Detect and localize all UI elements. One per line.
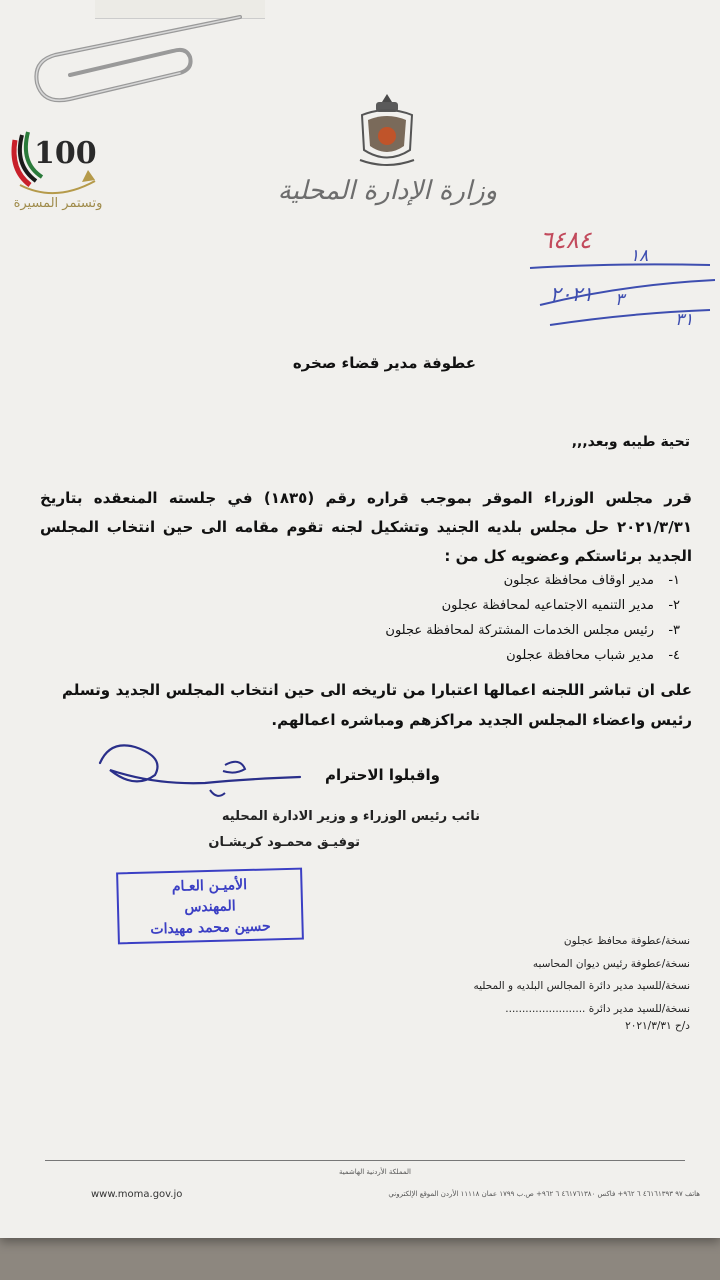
list-item: ١-مدير اوقاف محافظة عجلون	[503, 573, 680, 588]
stamp-line-1: الأميـن العـام	[171, 877, 248, 895]
addressee: عطوفة مدير قضاء صخره	[292, 354, 476, 372]
footer-website-link[interactable]: www.moma.gov.jo	[91, 1189, 183, 1200]
footer-divider	[45, 1160, 685, 1161]
signer-title: نائب رئيس الوزراء و وزير الادارة المحليه	[221, 809, 480, 824]
list-item: ٣-رئيس مجلس الخدمات المشتركة لمحافظة عجلون	[385, 623, 680, 638]
list-item: نسخة/للسيد مدير دائرة المجالس البلديه و المحليه	[473, 980, 690, 992]
coat-of-arms-icon	[352, 90, 422, 170]
committee-members-list	[250, 568, 680, 668]
signer-name: توفيـق محمـود كريشـان	[208, 835, 360, 850]
list-item: نسخة/عطوفة رئيس ديوان المحاسبه	[532, 957, 690, 970]
stamp-line-2: المهندس	[184, 898, 236, 916]
reference-mark-middle: ٣	[615, 290, 625, 310]
list-item: ٢-مدير التنميه الاجتماعيه لمحافظة عجلون	[441, 598, 680, 613]
closing-regards: واقبلوا الاحترام	[324, 766, 440, 784]
reference-mark-top: ١٨	[630, 246, 649, 266]
footer-country: المملكة الأردنية الهاشمية	[338, 1168, 412, 1176]
list-item: نسخة/عطوفة محافظ عجلون	[563, 935, 690, 947]
ministry-name: وزارة الإدارة المحلية	[277, 176, 498, 206]
list-item: ٤-مدير شباب محافظة عجلون	[506, 648, 680, 663]
reference-number: ٦٤٨٤	[540, 226, 592, 254]
reference-mark-right: ٣١	[675, 310, 694, 330]
official-stamp	[116, 868, 304, 945]
centenary-slogan: وتستمر المسيرة	[13, 196, 103, 211]
document-date: د/ح ٢٠٢١/٣/٣١	[625, 1020, 690, 1032]
greeting: تحية طيبه وبعد,,,	[571, 434, 690, 450]
centenary-number: 100	[34, 136, 97, 171]
decision-paragraph: قرر مجلس الوزراء الموقر بموجب قراره رقم (١٨٣٥) في جلسته المنعقده بتاريخ ٢٠٢١/٣/٣١ حل مجلس بلديه الجنيد وتشكيل لجنه تقوم مقامه الى حين انتخاب المجلس الجديد برئاستكم وعضويه كل من :	[40, 489, 692, 565]
list-item: نسخة/للسيد مدير دائرة ........................	[505, 1002, 690, 1015]
handwritten-signature	[95, 735, 305, 815]
closing-paragraph: على ان تباشر اللجنه اعمالها اعتبارا من تاريخه الى حين انتخاب المجلس الجديد وتسلم رئيس واعضاء المجلس الجديد مراكزهم ومباشره اعمالهم.	[62, 681, 692, 729]
footer-contact: هاتف ٩٧ ٤٦١٦١٣٩٣ ٦ ٩٦٢+ فاكس ٤٦١٧٦١٣٨٠ ٦ ٩٦٢+ ص.ب ١٧٩٩ عمان ١١١١٨ الأردن الموقع الإلكتروني	[388, 1190, 700, 1198]
copies-list	[330, 930, 690, 1020]
reference-year: ٢٠٢١	[550, 282, 593, 306]
stamp-line-3: حسين محمد مهيدات	[150, 918, 271, 938]
